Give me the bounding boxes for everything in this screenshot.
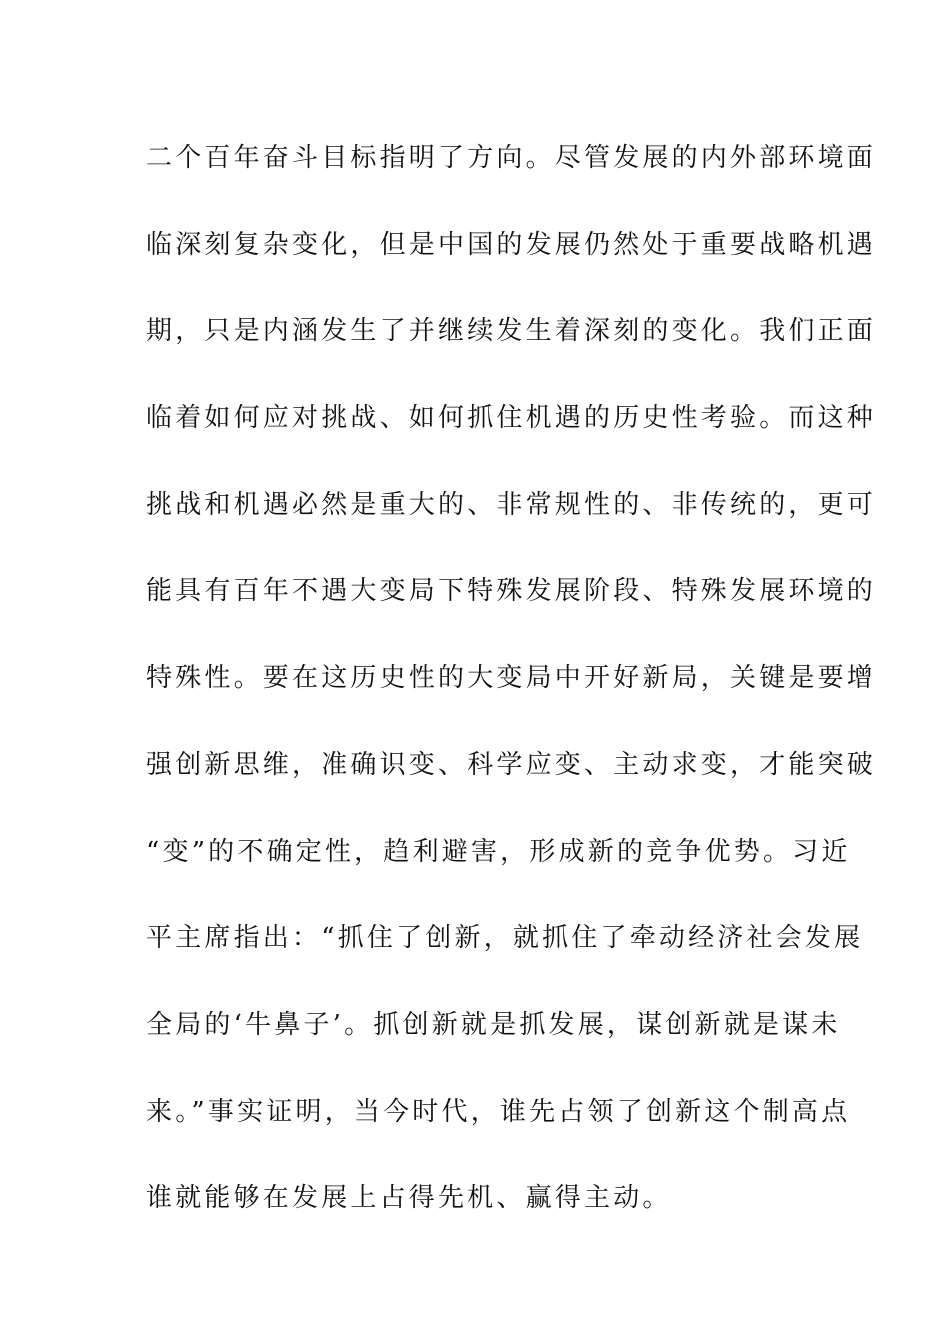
text-line: 强创新思维，准确识变、科学应变、主动求变，才能突破 xyxy=(146,749,877,780)
text-line: 全局的‘牛鼻子’。抓创新就是抓发展，谋创新就是谋未 xyxy=(146,1009,841,1040)
text-line: 谁就能够在发展上占得先机、赢得主动。 xyxy=(146,1183,672,1214)
text-line: 平主席指出：“抓住了创新，就抓住了牵动经济社会发展 xyxy=(146,923,864,954)
text-line: 临深刻复杂变化，但是中国的发展仍然处于重要战略机遇 xyxy=(146,229,877,260)
text-line: “变”的不确定性，趋利避害，形成新的竞争优势。习近 xyxy=(146,836,851,867)
text-line: 来。”事实证明，当今时代，谁先占领了创新这个制高点 xyxy=(146,1096,851,1127)
text-line: 挑战和机遇必然是重大的、非常规性的、非传统的，更可 xyxy=(146,489,877,520)
text-line: 期，只是内涵发生了并继续发生着深刻的变化。我们正面 xyxy=(146,316,877,347)
body-paragraph xyxy=(146,136,877,1263)
text-line: 临着如何应对挑战、如何抓住机遇的历史性考验。而这种 xyxy=(146,403,877,434)
text-line: 特殊性。要在这历史性的大变局中开好新局，关键是要增 xyxy=(146,663,877,694)
text-line: 能具有百年不遇大变局下特殊发展阶段、特殊发展环境的 xyxy=(146,576,877,607)
text-line: 二个百年奋斗目标指明了方向。尽管发展的内外部环境面 xyxy=(146,143,877,173)
